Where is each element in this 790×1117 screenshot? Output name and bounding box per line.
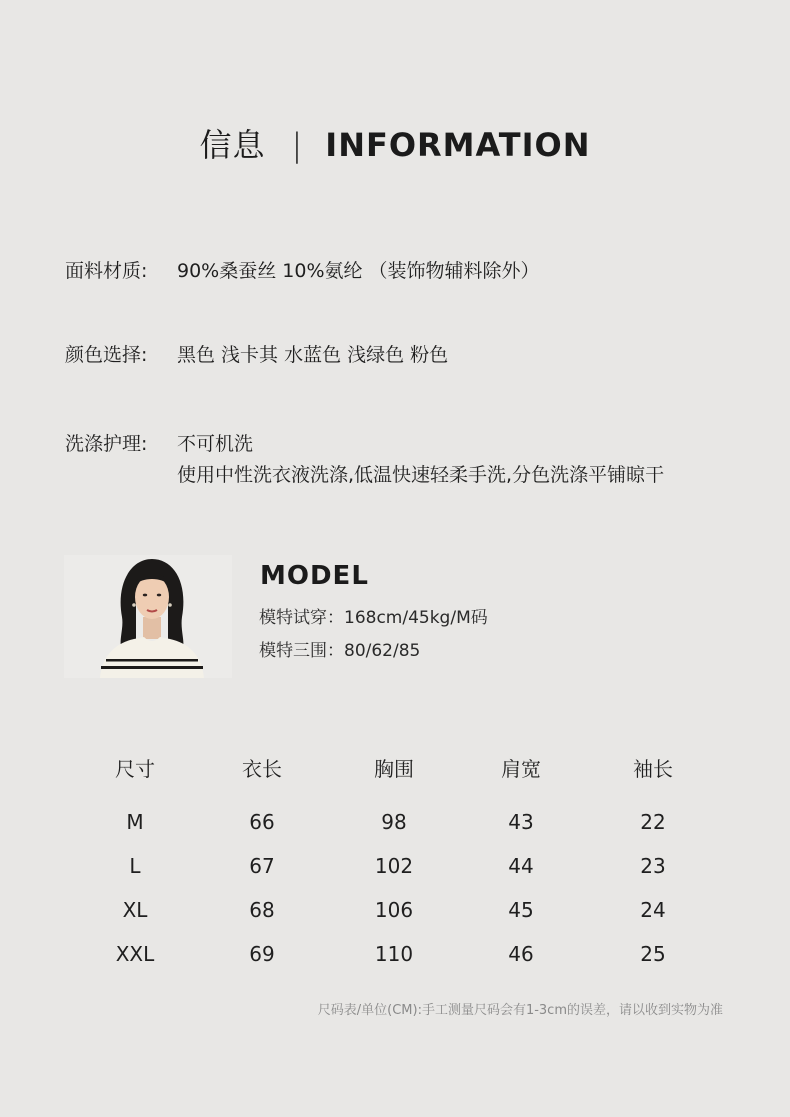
size-table-header (0, 754, 790, 784)
model-portrait-image (64, 555, 232, 678)
model-try-on: 模特试穿：168cm/45kg/M码 (259, 608, 488, 628)
title-cn: 信息 (199, 126, 266, 164)
color-label: 颜色选择: (65, 344, 148, 366)
table-cell: 110 (374, 942, 414, 966)
table-cell: 23 (640, 854, 666, 878)
table-cell: 25 (640, 942, 666, 966)
table-cell: 46 (508, 942, 534, 966)
model-title: MODEL (260, 561, 369, 591)
size-note: 尺码表/单位(CM):手工测量尺码会有1-3cm的误差，请以收到实物为准 (317, 1003, 723, 1018)
fabric-value: 90%桑蚕丝 10%氨纶 （装饰物辅料除外） (177, 260, 540, 282)
care-line-1: 不可机洗 (177, 433, 254, 455)
table-row (0, 895, 790, 925)
header-cell: 肩宽 (501, 757, 541, 781)
table-row (0, 851, 790, 881)
title-en: INFORMATION (325, 126, 591, 164)
header-cell: 胸围 (374, 757, 414, 781)
care-label: 洗涤护理: (65, 433, 148, 455)
care-line-2: 使用中性洗衣液洗涤,低温快速轻柔手洗,分色洗涤平铺晾干 (177, 464, 665, 486)
page-title (0, 120, 790, 166)
table-cell: XL (122, 898, 148, 922)
header-cell: 袖长 (633, 757, 673, 781)
table-cell: 22 (640, 810, 666, 834)
table-cell: 69 (249, 942, 275, 966)
header-cell: 衣长 (242, 757, 282, 781)
table-cell: 98 (381, 810, 407, 834)
table-cell: 66 (249, 810, 275, 834)
table-cell: 102 (374, 854, 414, 878)
color-value: 黑色 浅卡其 水蓝色 浅绿色 粉色 (177, 344, 449, 366)
model-photo (64, 555, 232, 678)
table-cell: XXL (115, 942, 155, 966)
table-row (0, 939, 790, 969)
table-cell: L (129, 854, 141, 878)
title-separator: | (291, 126, 304, 164)
table-cell: 106 (374, 898, 414, 922)
table-cell: M (126, 810, 144, 834)
fabric-label: 面料材质: (65, 260, 148, 282)
model-measurements: 模特三围：80/62/85 (259, 641, 421, 661)
table-cell: 68 (249, 898, 275, 922)
table-cell: 45 (508, 898, 534, 922)
table-row (0, 807, 790, 837)
header-cell: 尺寸 (115, 757, 155, 781)
table-cell: 24 (640, 898, 666, 922)
table-cell: 44 (508, 854, 534, 878)
table-cell: 43 (508, 810, 534, 834)
table-cell: 67 (249, 854, 275, 878)
care-value (177, 429, 664, 491)
